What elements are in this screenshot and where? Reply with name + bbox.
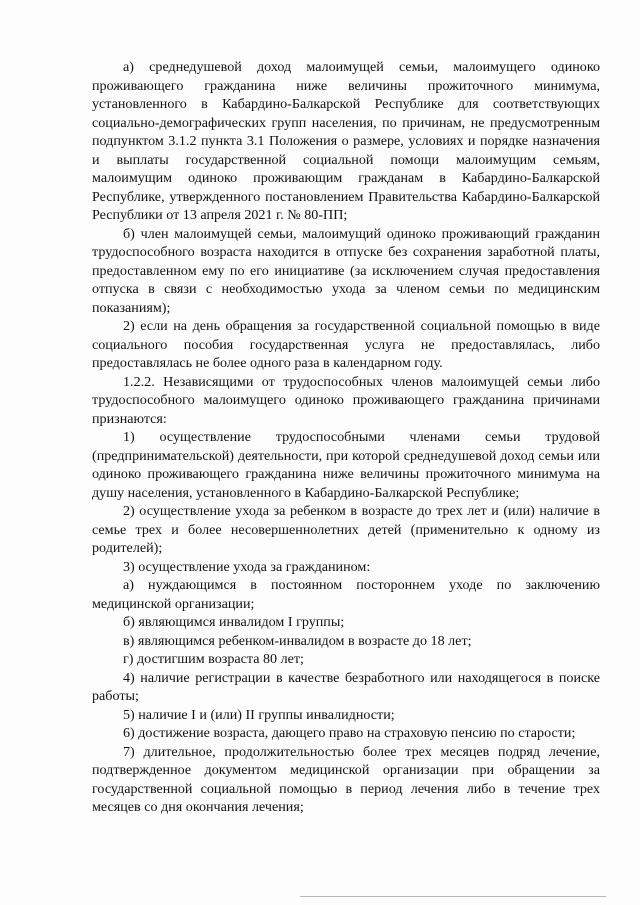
document-body xyxy=(92,58,600,817)
paragraph-2-first-request: 2) если на день обращения за государственной социальной помощью в виде социального пособия государственная услуга не предоставлялась, либо предоставлялась не более одного раза в календарном году. xyxy=(92,318,600,371)
paragraph-b-unpaid-leave: б) член малоимущей семьи, малоимущий одиноко проживающий гражданин трудоспособного возраста находится в отпуске без сохранения заработной платы, предоставленном ему по его инициативе (за исключением случая предоставления отпуска в связи с необходимостью ухода за членом семьи по медицинским показаниям); xyxy=(92,225,600,316)
list-item-2-child-care: 2) осуществление ухода за ребенком в возрасте до трех лет и (или) наличие в семье трех и более несовершеннолетних детей (применительно к одному из родителей); xyxy=(92,503,600,556)
footer-divider xyxy=(300,896,606,897)
sub-item-v-disabled-child: в) являющимся ребенком-инвалидом в возрасте до 18 лет; xyxy=(123,632,472,649)
paragraph-1-2-2-heading: 1.2.2. Независящими от трудоспособных членов малоимущей семьи либо трудоспособного малоимущего одиноко проживающего гражданина причинами признаются: xyxy=(92,373,600,427)
list-item-7-treatment: 7) длительное, продолжительностью более трех месяцев подряд лечение, подтвержденное документом медицинской организации при обращении за государственной социальной помощью в период лечения либо в течение трех месяцев со дня окончания лечения; xyxy=(92,743,600,815)
sub-item-a-constant-care: а) нуждающимся в постоянном постороннем уходе по заключению медицинской организации; xyxy=(92,577,600,612)
list-item-6-pension-age: 6) достижение возраста, дающего право на страховую пенсию по старости; xyxy=(123,725,576,741)
sub-item-b-disability-group-1: б) являющимся инвалидом I группы; xyxy=(123,614,345,630)
list-item-5-disability: 5) наличие I и (или) II группы инвалидности; xyxy=(123,706,395,723)
list-item-3-citizen-care: 3) осуществление ухода за гражданином: xyxy=(123,558,371,575)
sub-item-g-age-80: г) достигшим возраста 80 лет; xyxy=(123,651,304,667)
paragraph-a-income: а) среднедушевой доход малоимущей семьи, малоимущего одиноко проживающего гражданина ниже величины прожиточного минимума, установленного в Кабардино-Балкарской Республике для соответствующих социально-демографических групп населения, по причинам, не предусмотренным подпунктом 3.1.2 пункта 3.1 Положения о размере, условиях и порядке назначения и выплаты государственной социальной помощи малоимущим семьям, малоимущим одиноко проживающим гражданам в Кабардино-Балкарской Республике, утвержденного постановлением Правительства Кабардино-Балкарской Республики от 13 апреля 2021 г. № 80-ПП; xyxy=(92,59,600,223)
list-item-1-labor-activity: 1) осуществление трудоспособными членами семьи трудовой (предпринимательской) деятельности, при которой среднедушевой доход семьи или одиноко проживающего гражданина ниже величины прожиточного минимума на душу населения, установленного в Кабардино-Балкарской Республике; xyxy=(92,429,600,501)
list-item-4-unemployed: 4) наличие регистрации в качестве безработного или находящегося в поиске работы; xyxy=(92,669,600,704)
